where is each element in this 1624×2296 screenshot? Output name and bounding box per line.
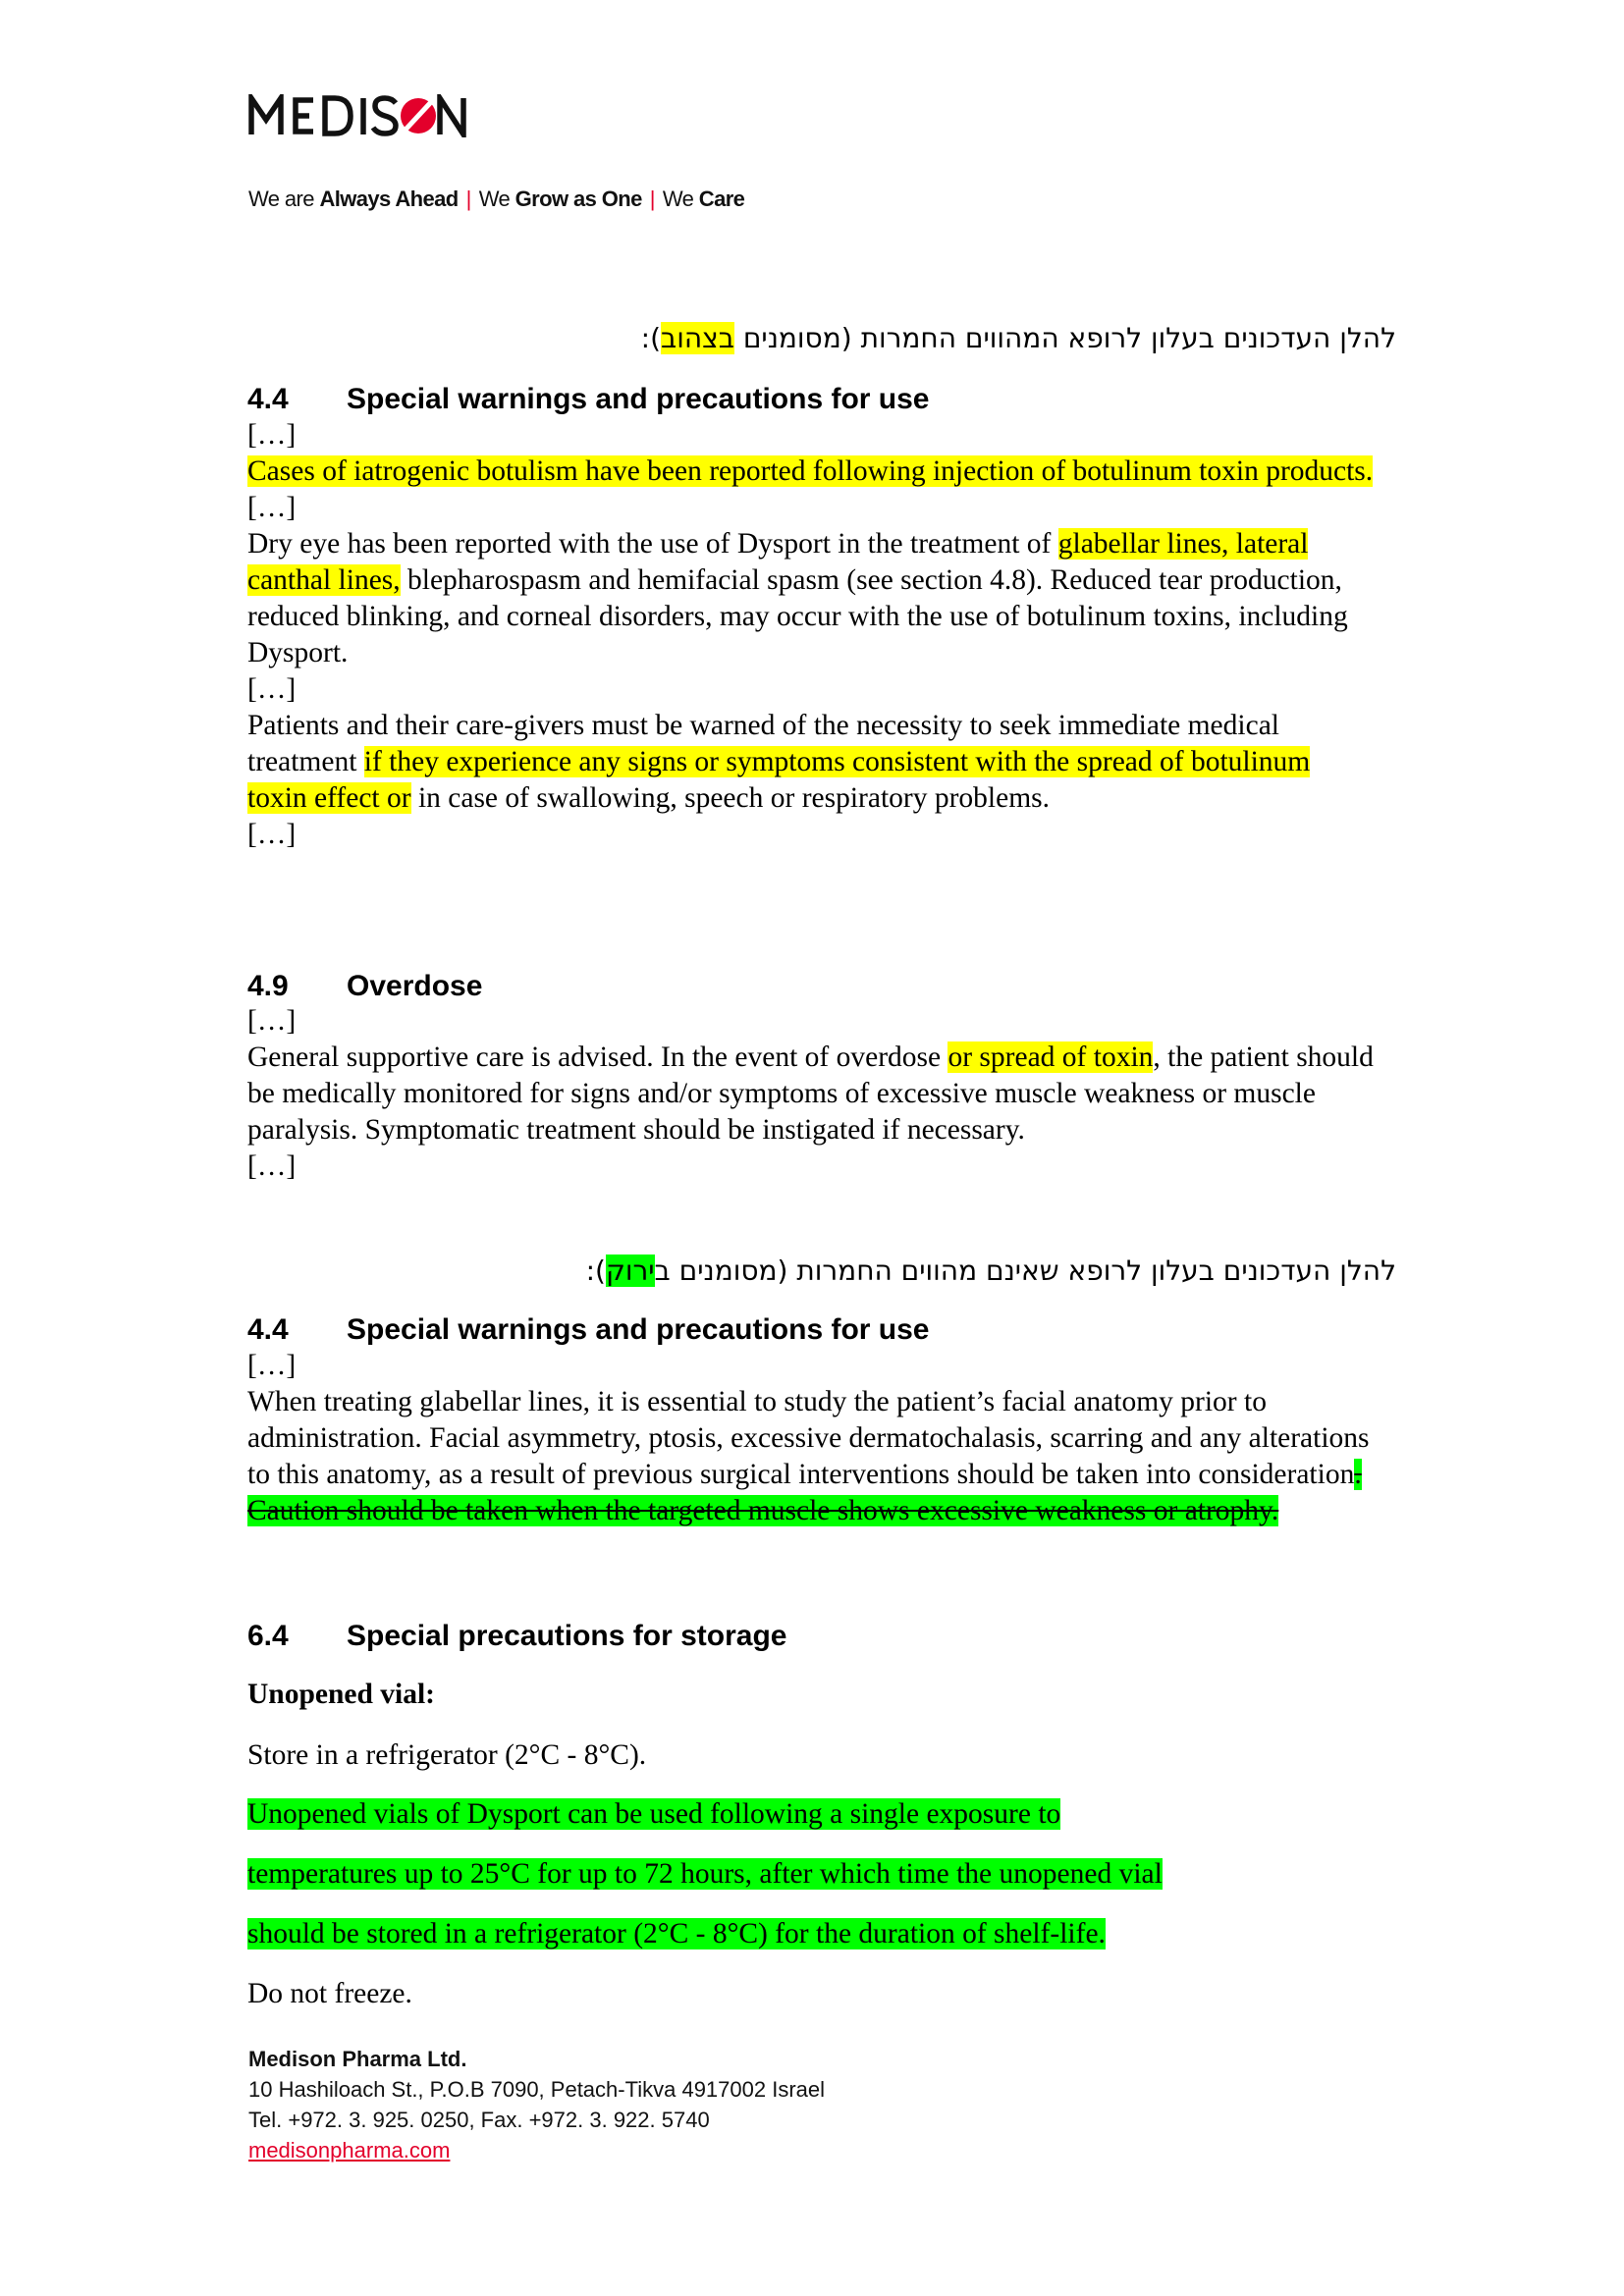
- hebrew-intro-yellow: [641, 322, 1396, 354]
- highlighted-text: Unopened vials of Dysport can be used following a single exposure to: [247, 1798, 1061, 1830]
- ellipsis: […]: [247, 419, 297, 451]
- section-number: 4.4: [247, 1313, 289, 1346]
- tagline-bold: Care: [698, 187, 745, 211]
- ellipsis: […]: [247, 1005, 297, 1037]
- highlighted-text: temperatures up to 25°C for up to 72 hours, after which time the unopened vial: [247, 1858, 1163, 1890]
- section-heading-6-4: [247, 1620, 786, 1653]
- tagline-separator: |: [649, 187, 655, 211]
- company-logo: [248, 94, 474, 142]
- section-body-4-9: [247, 1003, 1377, 1185]
- medison-logo-icon: [248, 94, 474, 137]
- hebrew-text: להלן העדכונים בעלון לרופא המהווים החמרות (מסומנים: [733, 322, 1396, 354]
- text: , the patient should be medically monitored for signs and/or symptoms of excessive muscle weakness or muscle paralysis. Symptomatic treatment should be instigated if necessary.: [247, 1041, 1374, 1146]
- footer: [248, 2044, 825, 2165]
- tagline: [248, 187, 744, 212]
- text: Patients and their care-givers must be warned of the necessity to seek immediate medical treatment: [247, 710, 1279, 777]
- paragraph: [247, 1040, 1377, 1148]
- section-body-4-4: [247, 417, 1377, 853]
- company-address: 10 Hashiloach St., P.O.B 7090, Petach-Tikva 4917002 Israel: [248, 2077, 826, 2102]
- hebrew-text: ):: [585, 1255, 606, 1287]
- section-title: Special warnings and precautions for use: [347, 1313, 930, 1346]
- section-heading-4-4: [247, 383, 929, 416]
- storage-subheading: Unopened vial:: [247, 1679, 435, 1710]
- section-title: Overdose: [347, 970, 483, 1002]
- ellipsis: […]: [247, 819, 297, 850]
- tagline-bold: Grow as One: [514, 187, 642, 211]
- section-number: 6.4: [247, 1620, 289, 1652]
- company-name: Medison Pharma Ltd.: [248, 2047, 467, 2071]
- highlighted-text: or spread of toxin: [947, 1041, 1154, 1073]
- hebrew-highlight-green: ירוק: [605, 1255, 655, 1287]
- tagline-part: We are: [248, 187, 320, 211]
- hebrew-text: להלן העדכונים בעלון לרופא שאינם מהווים החמרות (מסומנים ב: [654, 1255, 1396, 1287]
- tagline-separator: |: [465, 187, 471, 211]
- website-link[interactable]: medisonpharma.com: [248, 2138, 451, 2163]
- highlighted-text: if they experience any signs or symptoms consistent with the spread of botulinum toxin effect or: [247, 746, 1311, 814]
- section-title: Special warnings and precautions for use: [347, 383, 930, 415]
- paragraph: [247, 1384, 1377, 1529]
- hebrew-highlight-yellow: בצהוב: [661, 322, 734, 354]
- section-heading-4-4-green: [247, 1313, 929, 1347]
- text: in case of swallowing, speech or respiratory problems.: [410, 782, 1051, 814]
- ellipsis: […]: [247, 1150, 297, 1182]
- highlighted-text: should be stored in a refrigerator (2°C - 8°C) for the duration of shelf-life.: [247, 1918, 1106, 1949]
- text: blepharospasm and hemifacial spasm (see section 4.8). Reduced tear production, reduced blinking, and corneal disorders, may occur with the use of botulinum toxins, including Dysport.: [247, 564, 1348, 668]
- ellipsis: […]: [247, 492, 297, 523]
- paragraph: [247, 526, 1377, 671]
- section-body-4-4-green: [247, 1348, 1377, 1529]
- ellipsis: […]: [247, 1350, 297, 1381]
- section-number: 4.4: [247, 383, 289, 415]
- hebrew-text: ):: [640, 322, 662, 354]
- paragraph: [247, 708, 1377, 817]
- section-title: Special precautions for storage: [347, 1620, 787, 1652]
- highlighted-text: Cases of iatrogenic botulism have been reported following injection of botulinum toxin products.: [247, 455, 1374, 487]
- text: Dry eye has been reported with the use of Dysport in the treatment of: [247, 528, 1058, 560]
- section-number: 4.9: [247, 970, 289, 1002]
- text: General supportive care is advised. In the event of overdose: [247, 1041, 948, 1073]
- highlighted-text: glabellar lines, lateral canthal lines,: [247, 528, 1309, 596]
- deleted-text: . Caution should be taken when the targeted muscle shows excessive weakness or atrophy.: [247, 1459, 1362, 1526]
- company-phone: Tel. +972. 3. 925. 0250, Fax. +972. 3. 922. 5740: [248, 2108, 710, 2132]
- storage-line: Do not freeze.: [247, 1978, 412, 2009]
- tagline-part: We: [662, 187, 699, 211]
- hebrew-intro-green: [586, 1255, 1396, 1287]
- tagline-bold: Always Ahead: [319, 187, 459, 211]
- tagline-part: We: [478, 187, 515, 211]
- text: When treating glabellar lines, it is essential to study the patient’s facial anatomy prior to administration. Facial asymmetry, ptosis, excessive dermatochalasis, scarring and any alterations to this anatomy, as a result of previous surgical interventions should be taken into consideration: [247, 1386, 1370, 1490]
- section-heading-4-9: [247, 970, 482, 1003]
- storage-line: Store in a refrigerator (2°C - 8°C).: [247, 1739, 647, 1771]
- ellipsis: […]: [247, 673, 297, 705]
